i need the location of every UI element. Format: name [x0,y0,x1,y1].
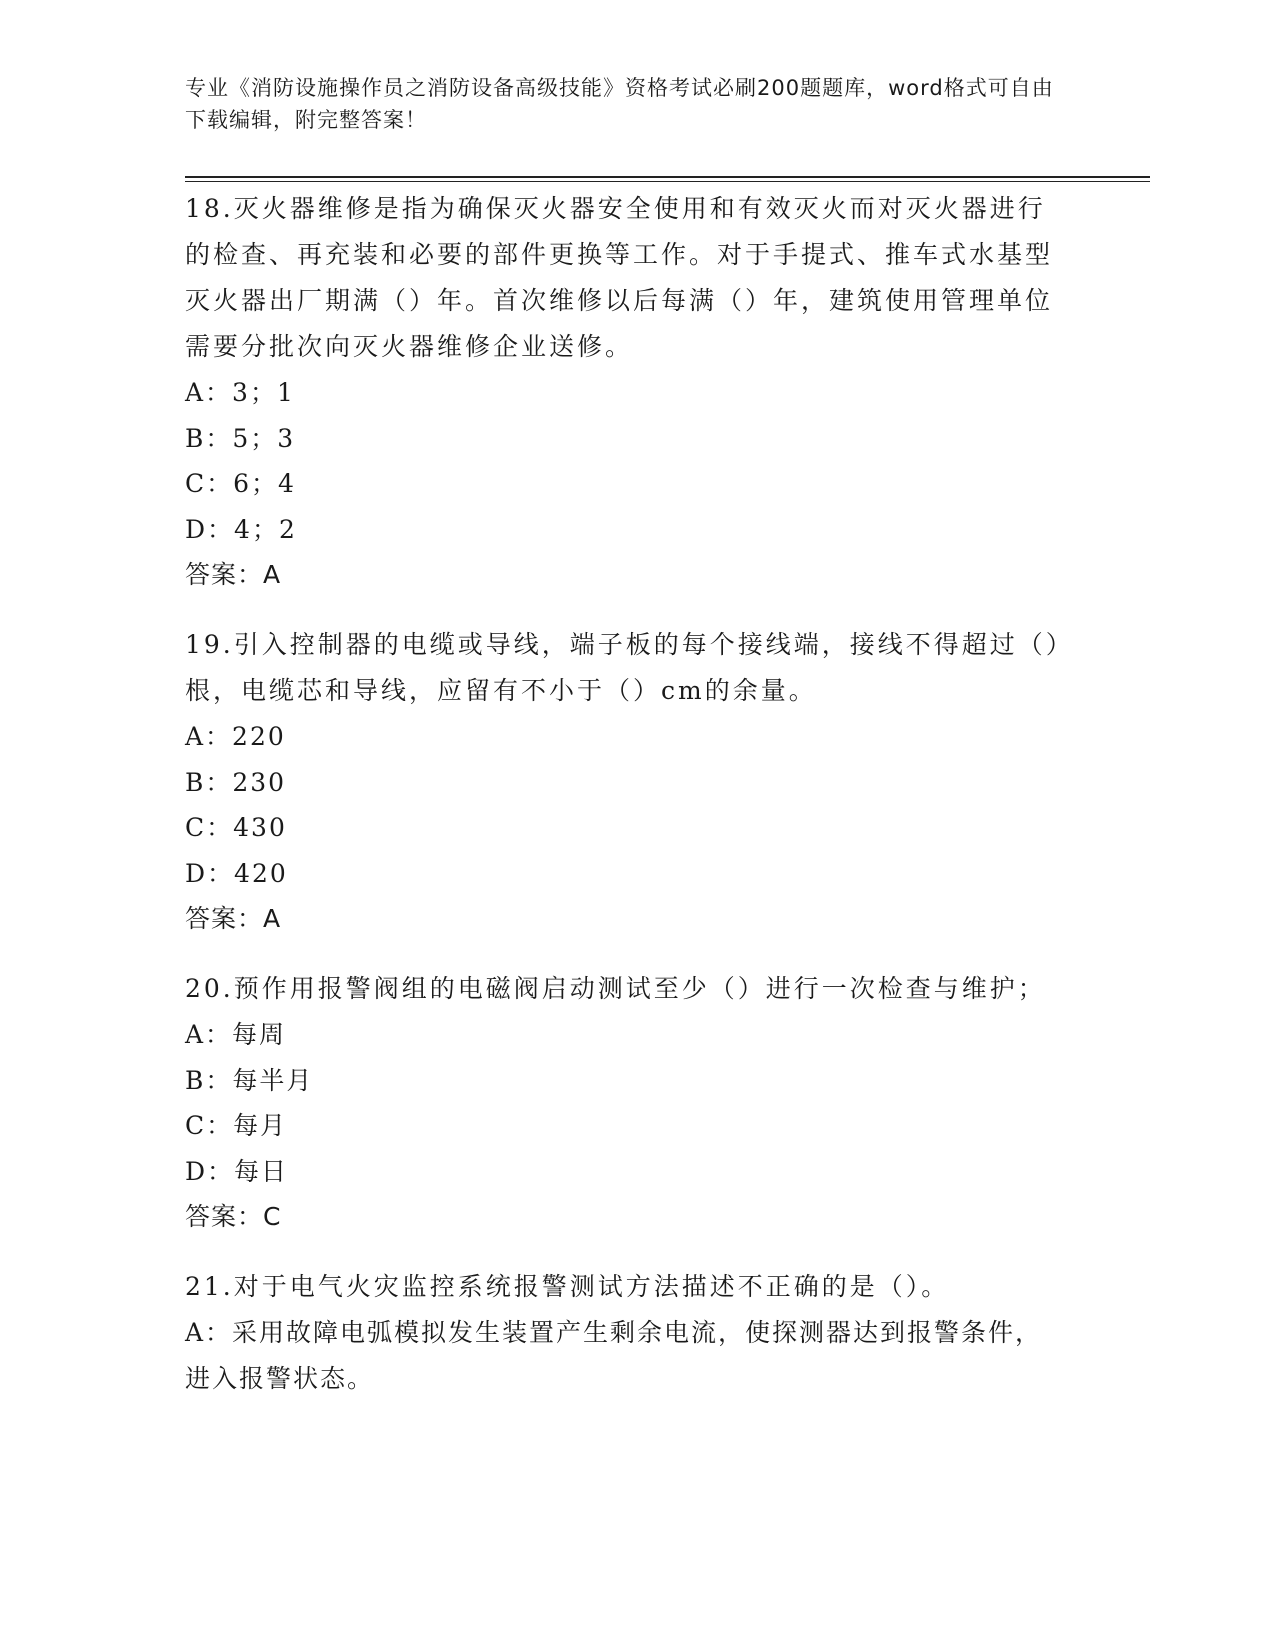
document-header: 专业《消防设施操作员之消防设备高级技能》资格考试必刷200题题库，word格式可自由下载编辑，附完整答案！ [185,76,1054,132]
option-a: A：采用故障电弧模拟发生装置产生剩余电流，使探测器达到报警条件，进入报警状态。 [185,1318,1043,1393]
option-c: C：6；4 [185,469,296,498]
option-c: C：每月 [185,1111,288,1140]
option-a: A：每周 [185,1020,287,1049]
question-stem: 21.对于电气火灾监控系统报警测试方法描述不正确的是（）。 [185,1272,950,1301]
question-stem: 20.预作用报警阀组的电磁阀启动测试至少（）进行一次检查与维护； [185,974,1046,1003]
answer-line: 答案：C [185,1202,282,1231]
answer-line: 答案：A [185,904,282,933]
option-b: B：230 [185,767,287,797]
option-a: A：3；1 [185,378,295,407]
header-divider-thin [185,181,1150,182]
option-b: B：5；3 [185,423,296,453]
option-d: D：420 [185,858,288,888]
question-stem: 18.灭火器维修是指为确保灭火器安全使用和有效灭火而对灭火器进行的检查、再充装和必要的部件更换等工作。对于手提式、推车式水基型灭火器出厂期满（）年。首次维修以后每满（）年，建筑使用管理单位需要分批次向灭火器维修企业送修。 [185,194,1054,361]
question-list [185,186,1065,1425]
answer-line: 答案：A [185,560,282,589]
option-c: C：430 [185,813,287,842]
question-stem: 19.引入控制器的电缆或导线，端子板的每个接线端，接线不得超过（）根，电缆芯和导线，应留有不小于（）cm的余量。 [185,630,1062,705]
question-21 [185,1264,1065,1401]
option-d: D：4；2 [185,514,297,544]
option-d: D：每日 [185,1156,289,1186]
question-18 [185,186,1065,598]
header-divider [185,176,1150,178]
question-19 [185,622,1065,942]
question-20 [185,966,1065,1240]
option-a: A：220 [185,722,286,751]
option-b: B：每半月 [185,1065,314,1095]
